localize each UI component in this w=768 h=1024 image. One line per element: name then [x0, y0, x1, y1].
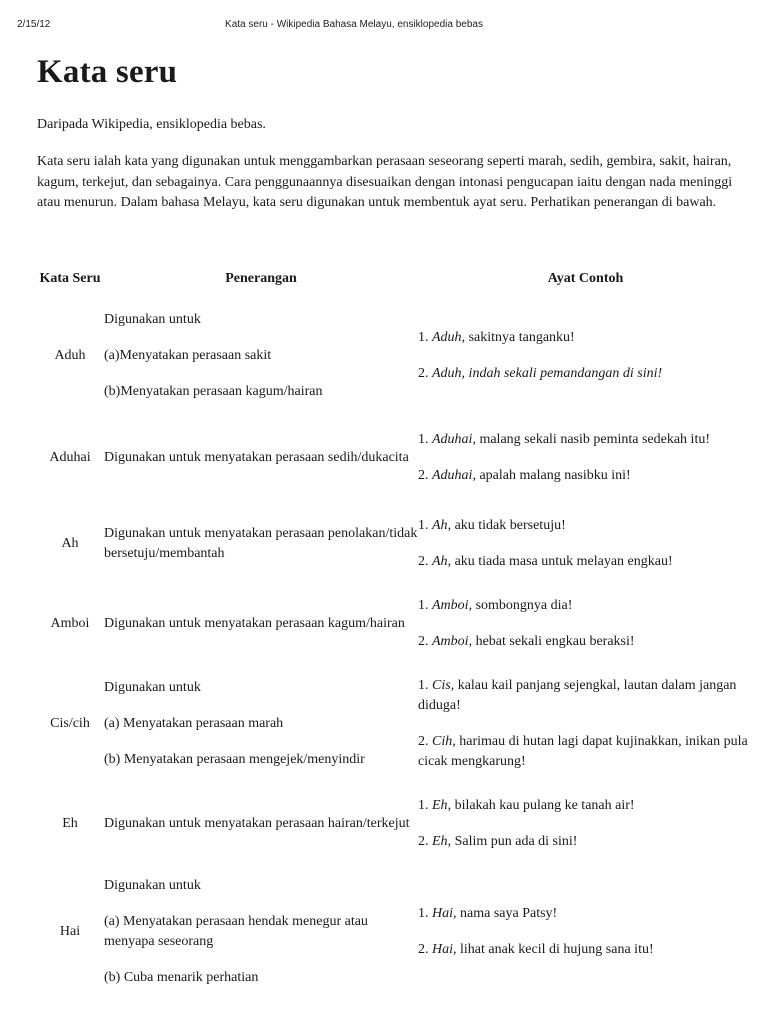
- article-intro: Kata seru ialah kata yang digunakan untuk menggambarkan perasaan seseorang seperti marah, sedih, gembira, sakit, hairan, kagum, terkejut, dan sebagainya. Cara penggunaannya disesuaikan dengan intonasi pengucapan iaitu dengan nada meninggi atau menurun. Dalam bahasa Melayu, kata seru digunakan untuk membentuk ayat seru. Perhatikan penerangan di bawah.: [37, 154, 733, 210]
- example-kata-seru: Aduh, indah sekali pemandangan di sini!: [432, 366, 663, 381]
- penerangan-line: Digunakan untuk menyatakan perasaan sedih/dukacita: [104, 450, 409, 465]
- example-rest: , kalau kail panjang sejengkal, lautan dalam jangan diduga!: [418, 678, 737, 713]
- ayat-contoh-cell: [418, 784, 753, 864]
- example-kata-seru: Eh: [432, 834, 448, 849]
- print-page-title: Kata seru - Wikipedia Bahasa Melayu, ensiklopedia bebas: [225, 19, 483, 30]
- ayat-contoh-cell: [418, 302, 753, 420]
- kata-seru-cell: Hai: [59, 924, 81, 939]
- example-number: 2.: [418, 834, 432, 849]
- example-kata-seru: Aduhai: [432, 468, 473, 483]
- penerangan-cell: [103, 584, 418, 664]
- ayat-contoh-cell: [418, 506, 753, 584]
- penerangan-line: Digunakan untuk: [104, 878, 201, 893]
- ayat-contoh-cell: [418, 864, 753, 988]
- example-sentence: [418, 940, 753, 960]
- example-sentence: [418, 516, 753, 536]
- example-kata-seru: Aduh: [432, 330, 462, 345]
- example-rest: , sakitnya tanganku!: [461, 330, 575, 345]
- example-number: 1.: [418, 330, 432, 345]
- example-number: 2.: [418, 468, 432, 483]
- penerangan-line: (a) Menyatakan perasaan marah: [104, 716, 284, 731]
- example-rest: , apalah malang nasibku ini!: [472, 468, 631, 483]
- example-sentence: [418, 430, 753, 450]
- penerangan-line: Digunakan untuk menyatakan perasaan kagum/hairan: [104, 616, 405, 631]
- penerangan-cell: [103, 664, 418, 784]
- kata-seru-cell: Aduhai: [49, 450, 91, 465]
- table-body: [37, 302, 753, 988]
- penerangan-line: Digunakan untuk: [104, 312, 201, 327]
- print-date: 2/15/12: [17, 19, 51, 30]
- example-kata-seru: Cis: [432, 678, 451, 693]
- example-sentence: [418, 466, 753, 486]
- example-number: 1.: [418, 518, 432, 533]
- penerangan-line: Digunakan untuk: [104, 680, 201, 695]
- example-number: 2.: [418, 734, 432, 749]
- example-kata-seru: Amboi: [432, 598, 469, 613]
- example-rest: , nama saya Patsy!: [453, 906, 558, 921]
- example-number: 2.: [418, 634, 432, 649]
- header-ayat-contoh: Ayat Contoh: [547, 270, 624, 286]
- example-sentence: [418, 676, 753, 716]
- print-header: [0, 19, 768, 33]
- ayat-contoh-cell: [418, 584, 753, 664]
- example-rest: , aku tidak bersetuju!: [447, 518, 566, 533]
- penerangan-cell: [103, 506, 418, 584]
- header-penerangan: Penerangan: [225, 270, 297, 286]
- penerangan-line: Digunakan untuk menyatakan perasaan hairan/terkejut: [104, 816, 410, 831]
- example-number: 1.: [418, 798, 432, 813]
- penerangan-cell: [103, 784, 418, 864]
- table-header-row: [37, 256, 753, 302]
- header-kata-seru: Kata Seru: [39, 270, 101, 286]
- penerangan-line: (b) Cuba menarik perhatian: [104, 970, 259, 985]
- table-row: [37, 664, 753, 784]
- example-kata-seru: Eh: [432, 798, 448, 813]
- kata-seru-cell: Eh: [62, 816, 78, 831]
- kata-seru-table: [37, 256, 753, 988]
- example-sentence: [418, 364, 753, 384]
- example-kata-seru: Amboi: [432, 634, 469, 649]
- penerangan-cell: [103, 302, 418, 420]
- example-sentence: [418, 328, 753, 348]
- example-rest: , hebat sekali engkau beraksi!: [468, 634, 635, 649]
- example-number: 2.: [418, 554, 432, 569]
- penerangan-line: (b)Menyatakan perasaan kagum/hairan: [104, 384, 323, 399]
- ayat-contoh-cell: [418, 664, 753, 784]
- example-number: 1.: [418, 906, 432, 921]
- table-row: [37, 584, 753, 664]
- example-rest: , Salim pun ada di sini!: [447, 834, 578, 849]
- article-title: Kata seru: [37, 54, 178, 90]
- example-sentence: [418, 552, 753, 572]
- kata-seru-cell: Cis/cih: [50, 716, 90, 731]
- example-kata-seru: Hai: [432, 942, 453, 957]
- penerangan-cell: [103, 864, 418, 988]
- table-row: [37, 864, 753, 988]
- kata-seru-cell: Aduh: [54, 348, 86, 363]
- example-rest: , sombongnya dia!: [468, 598, 573, 613]
- penerangan-line: (a) Menyatakan perasaan hendak menegur atau menyapa seseorang: [104, 914, 368, 949]
- example-rest: , malang sekali nasib peminta sedekah itu!: [472, 432, 710, 447]
- ayat-contoh-cell: [418, 420, 753, 506]
- example-kata-seru: Ah: [432, 518, 448, 533]
- table-row: [37, 302, 753, 420]
- example-kata-seru: Aduhai: [432, 432, 473, 447]
- example-kata-seru: Cih: [432, 734, 453, 749]
- penerangan-line: (a)Menyatakan perasaan sakit: [104, 348, 272, 363]
- example-rest: , lihat anak kecil di hujung sana itu!: [453, 942, 654, 957]
- example-sentence: [418, 632, 753, 652]
- kata-seru-cell: Ah: [61, 536, 79, 551]
- article-tagline: Daripada Wikipedia, ensiklopedia bebas.: [37, 117, 266, 132]
- example-number: 2.: [418, 942, 432, 957]
- example-sentence: [418, 596, 753, 616]
- penerangan-line: Digunakan untuk menyatakan perasaan penolakan/tidak bersetuju/membantah: [104, 526, 418, 561]
- example-rest: , harimau di hutan lagi dapat kujinakkan, inikan pula cicak mengkarung!: [418, 734, 748, 769]
- example-sentence: [418, 904, 753, 924]
- penerangan-cell: [103, 420, 418, 506]
- example-number: 2.: [418, 366, 432, 381]
- example-kata-seru: Ah: [432, 554, 448, 569]
- example-number: 1.: [418, 678, 432, 693]
- example-kata-seru: Hai: [432, 906, 453, 921]
- penerangan-line: (b) Menyatakan perasaan mengejek/menyindir: [104, 752, 365, 767]
- example-rest: , bilakah kau pulang ke tanah air!: [447, 798, 635, 813]
- example-number: 1.: [418, 432, 432, 447]
- table-row: [37, 506, 753, 584]
- table-row: [37, 784, 753, 864]
- example-sentence: [418, 832, 753, 852]
- example-rest: , aku tiada masa untuk melayan engkau!: [447, 554, 673, 569]
- example-number: 1.: [418, 598, 432, 613]
- table-row: [37, 420, 753, 506]
- example-sentence: [418, 796, 753, 816]
- example-sentence: [418, 732, 753, 772]
- kata-seru-cell: Amboi: [50, 616, 90, 631]
